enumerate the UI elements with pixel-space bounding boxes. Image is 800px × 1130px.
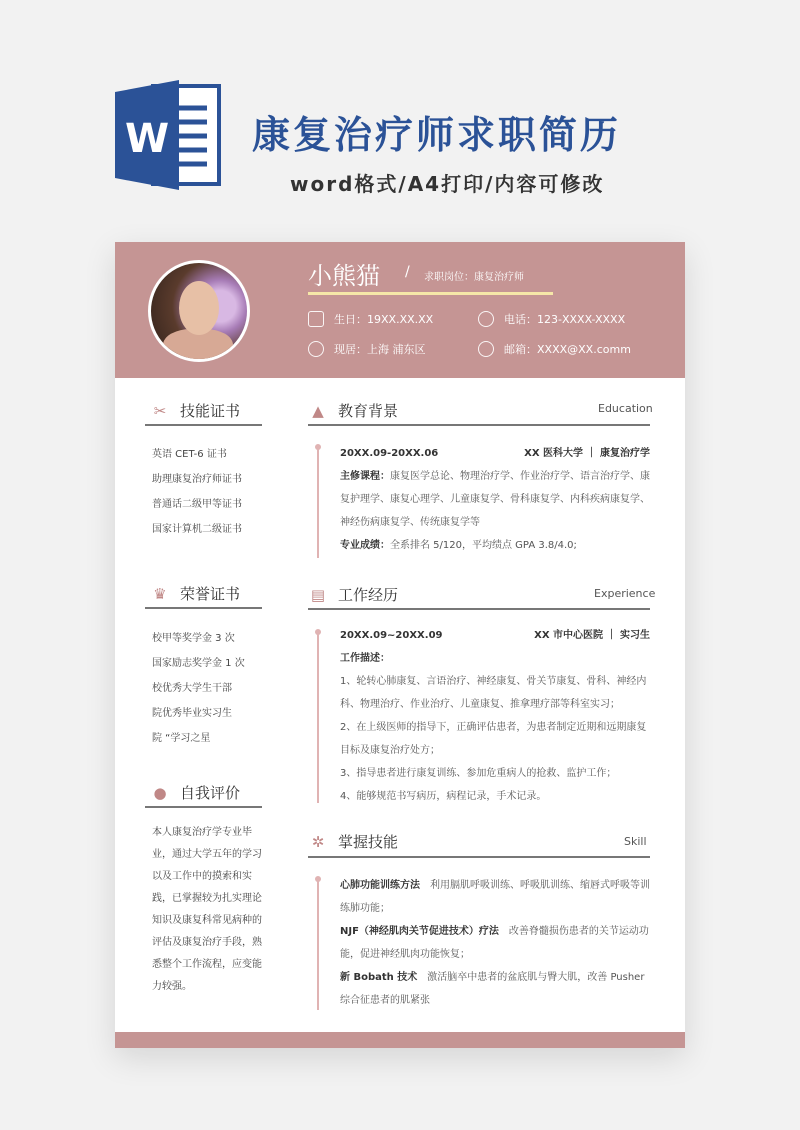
address-info: 现居：上海 浦东区	[308, 341, 426, 357]
skill-item: NJF（神经肌肉关节促进技术）疗法 改善脊髓损伤患者的关节运动功能，促进神经肌肉功能恢复；	[340, 926, 649, 960]
skill-item: 心肺功能训练方法 利用膈肌呼吸训练、呼吸肌训练、缩唇式呼吸等训练肺功能；	[340, 880, 650, 914]
name-divider: /	[405, 264, 410, 280]
list-item: 院优秀毕业实习生	[152, 708, 232, 719]
timeline-dot	[315, 444, 321, 450]
education-content: 20XX.09-20XX.06 XX 医科大学 ｜ 康复治疗学 主修课程：康复医学总论、物理治疗学、作业治疗学、语言治疗学、康复护理学、康复心理学、儿童康复学、骨科康复学、内科疾病康复学、神经伤病康复学、传统康复学等 专业成绩：全系排名 5/120，平均绩点 GPA 3.8/4.0;	[340, 448, 650, 551]
profile-photo	[148, 260, 250, 362]
honors-list	[152, 626, 245, 751]
skills-timeline	[317, 878, 319, 1010]
divider	[308, 856, 650, 858]
experience-en: Experience	[594, 587, 656, 600]
email-icon	[478, 341, 494, 357]
divider	[145, 607, 262, 609]
document-icon: ▤	[310, 585, 326, 604]
experience-content: 20XX.09~20XX.09 XX 市中心医院 ｜ 实习生 工作描述： 1、轮转心肺康复、言语治疗、神经康复、骨关节康复、骨科、神经内科、物理治疗、作业治疗、儿童康复、推拿理疗部等科室实习； 2、在上级医师的指导下，正确评估患者，为患者制定近期和远期康复目标及康复治疗处方； 3、指导患者进行康复训练、参加危重病人的抢救、监护工作； 4、能够规范书写病历，病程记录，手术记录。	[340, 630, 650, 802]
list-item: 院 “学习之星	[152, 733, 211, 744]
divider	[308, 608, 650, 610]
calendar-icon	[308, 311, 324, 327]
honors-title: ♛ 荣誉证书	[153, 584, 241, 603]
education-en: Education	[598, 402, 653, 415]
list-item: 校甲等奖学金 3 次	[152, 633, 235, 644]
resume-page	[115, 242, 685, 1048]
experience-title: ▤ 工作经历	[310, 585, 399, 604]
gear-icon: ✲	[311, 832, 325, 851]
word-logo-letter: W	[125, 116, 170, 162]
self-eval-text: 本人康复治疗学专业毕业，通过大学五年的学习以及工作中的摸索和实践，已掌握较为扎实理论知识及康复科常见病种的评估及康复治疗手段，熟悉整个工作流程，应变能力较强。	[152, 827, 262, 992]
skills-content	[340, 874, 650, 1012]
banner-subtitle: word格式/A4打印/内容可修改	[290, 172, 605, 196]
phone-info: 电话：123-XXXX-XXXX	[478, 311, 625, 327]
self-eval-title: ● 自我评价	[153, 783, 241, 802]
word-document-icon	[115, 80, 223, 190]
list-item: 英语 CET-6 证书	[152, 449, 227, 460]
email-info: 邮箱：XXXX@XX.comm	[478, 341, 631, 357]
graduation-cap-icon: ▲	[312, 401, 324, 420]
tools-icon: ✂	[153, 401, 167, 420]
list-item: 国家计算机二级证书	[152, 524, 242, 535]
user-icon: ●	[153, 783, 167, 802]
location-icon	[308, 341, 324, 357]
list-item: 校优秀大学生干部	[152, 683, 232, 694]
birth-info: 生日：19XX.XX.XX	[308, 311, 433, 327]
list-item: 普通话二级甲等证书	[152, 499, 242, 510]
timeline-dot	[315, 629, 321, 635]
skills-en: Skill	[624, 835, 647, 848]
education-timeline	[317, 446, 319, 558]
mastered-skills-title: ✲ 掌握技能	[311, 832, 399, 851]
timeline-dot	[315, 876, 321, 882]
list-item: 国家励志奖学金 1 次	[152, 658, 245, 669]
candidate-name: 小熊猫	[308, 262, 380, 290]
divider	[145, 806, 262, 808]
footer-bar	[115, 1032, 685, 1048]
banner-title: 康复治疗师求职简历	[252, 113, 622, 157]
job-title: 求职岗位：康复治疗师	[424, 272, 524, 283]
experience-timeline	[317, 631, 319, 803]
resume-header	[115, 242, 685, 378]
education-title: ▲ 教育背景	[310, 400, 398, 421]
divider	[145, 424, 262, 426]
skills-cert-list	[152, 442, 242, 542]
phone-icon	[478, 311, 494, 327]
divider	[308, 424, 650, 426]
skills-cert-title: ✂ 技能证书	[153, 401, 241, 420]
trophy-icon: ♛	[153, 584, 167, 603]
list-item: 助理康复治疗师证书	[152, 474, 242, 485]
skill-item: 新 Bobath 技术 激活脑卒中患者的盆底肌与臀大肌，改善 Pusher 综合征患者的肌紧张	[340, 972, 645, 1006]
name-underline	[308, 292, 553, 295]
